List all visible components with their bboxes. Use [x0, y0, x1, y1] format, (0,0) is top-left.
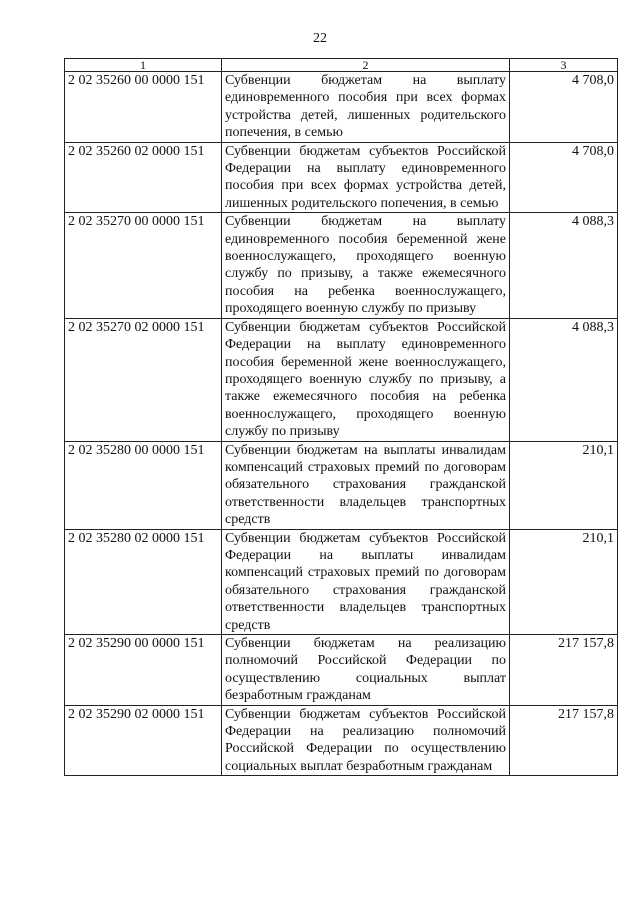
row-amount: 210,1: [510, 529, 618, 634]
table-header-row: [65, 59, 618, 72]
row-amount: 217 157,8: [510, 705, 618, 776]
row-description: Субвенции бюджетам субъектов Российской Федерации на выплату единовременного пособия при всех формах устройства детей, лишенных родительского попечения, в семью: [222, 142, 510, 213]
row-amount: 4 088,3: [510, 318, 618, 441]
row-code: 2 02 35260 00 0000 151: [65, 72, 222, 143]
row-code: 2 02 35270 02 0000 151: [65, 318, 222, 441]
row-description: Субвенции бюджетам субъектов Российской Федерации на выплату единовременного пособия беременной жене военнослужащего, проходящего военную службу по призыву, а также ежемесячного пособия на ребенка военнослужащего, проходящего военную службу по призыву: [222, 318, 510, 441]
row-code: 2 02 35290 00 0000 151: [65, 635, 222, 706]
row-description: Субвенции бюджетам на выплаты инвалидам компенсаций страховых премий по договорам обязательного страхования гражданской ответственности владельцев транспортных средств: [222, 441, 510, 529]
table-row: [65, 441, 618, 529]
table-row: [65, 72, 618, 143]
row-amount: 4 088,3: [510, 213, 618, 318]
row-amount: 217 157,8: [510, 635, 618, 706]
row-description: Субвенции бюджетам на реализацию полномочий Российской Федерации по осуществлению социальных выплат безработным гражданам: [222, 635, 510, 706]
row-description: Субвенции бюджетам субъектов Российской Федерации на выплаты инвалидам компенсаций страховых премий по договорам обязательного страхования гражданской ответственности владельцев транспортных средств: [222, 529, 510, 634]
row-code: 2 02 35270 00 0000 151: [65, 213, 222, 318]
page-number: 22: [313, 31, 327, 46]
row-amount: 4 708,0: [510, 142, 618, 213]
row-amount: 210,1: [510, 441, 618, 529]
budget-table: [64, 58, 618, 776]
row-code: 2 02 35280 00 0000 151: [65, 441, 222, 529]
row-code: 2 02 35280 02 0000 151: [65, 529, 222, 634]
row-amount: 4 708,0: [510, 72, 618, 143]
table-row: [65, 318, 618, 441]
table-row: [65, 529, 618, 634]
column-header-1: 1: [65, 59, 222, 72]
table-row: [65, 213, 618, 318]
table-row: [65, 142, 618, 213]
row-description: Субвенции бюджетам на выплату единовременного пособия при всех формах устройства детей, лишенных родительского попечения, в семью: [222, 72, 510, 143]
row-code: 2 02 35290 02 0000 151: [65, 705, 222, 776]
table-row: [65, 705, 618, 776]
column-header-2: 2: [222, 59, 510, 72]
table-row: [65, 635, 618, 706]
row-description: Субвенции бюджетам субъектов Российской Федерации на реализацию полномочий Российской Федерации по осуществлению социальных выплат безработным гражданам: [222, 705, 510, 776]
row-description: Субвенции бюджетам на выплату единовременного пособия беременной жене военнослужащего, проходящего военную службу по призыву, а также ежемесячного пособия на ребенка военнослужащего, проходящего военную службу по призыву: [222, 213, 510, 318]
row-code: 2 02 35260 02 0000 151: [65, 142, 222, 213]
column-header-3: 3: [510, 59, 618, 72]
